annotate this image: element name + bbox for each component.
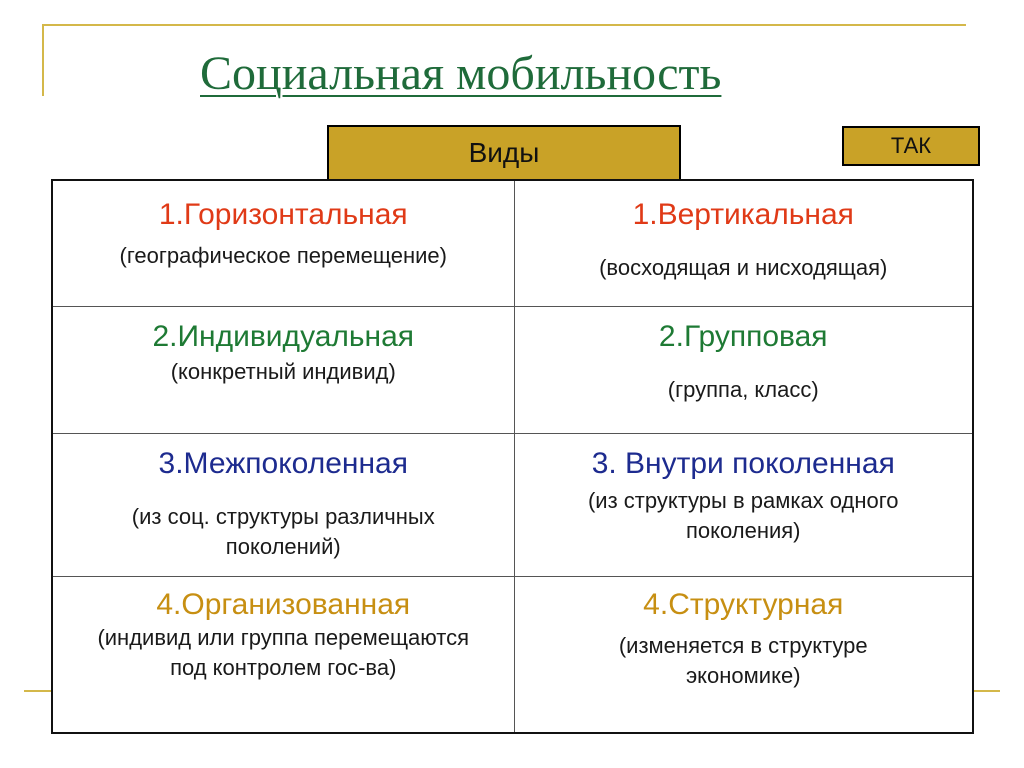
- cell-detail: (группа, класс): [667, 376, 819, 402]
- cell-detail: (конкретный индивид): [170, 358, 396, 384]
- cell-heading: 2.Индивидуальная: [152, 319, 415, 353]
- cell-heading: 3.Межпоколенная: [158, 446, 408, 480]
- cell-heading: 1.Горизонтальная: [158, 198, 408, 231]
- cell-detail: (географическое перемещение): [119, 243, 447, 268]
- cell-detail: (из структуры в рамках одного поколения): [587, 487, 899, 543]
- structural-cell: [514, 576, 973, 733]
- cell-heading: 2.Групповая: [658, 319, 828, 353]
- table-row: [52, 433, 973, 576]
- intragenerational-cell: [514, 433, 973, 576]
- table-row: [52, 576, 973, 733]
- group-cell: [514, 306, 973, 433]
- cell-heading: 3. Внутри поколенная: [591, 446, 895, 480]
- kinds-header-box: Виды: [327, 125, 681, 181]
- horizontal-cell: [52, 180, 514, 306]
- table-row: [52, 180, 973, 306]
- cell-heading: 4.Организованная: [156, 587, 411, 621]
- cell-detail: (индивид или группа перемещаются под контролем гос-ва): [97, 624, 470, 680]
- individual-cell: [52, 306, 514, 433]
- intergenerational-cell: [52, 433, 514, 576]
- cell-detail: (восходящая и нисходящая): [599, 255, 888, 280]
- mobility-types-table: [51, 179, 974, 734]
- table-row: [52, 306, 973, 433]
- cell-detail: (из соц. структуры различных поколений): [131, 503, 435, 559]
- tak-button[interactable]: ТАК: [842, 126, 980, 166]
- vertical-cell: [514, 180, 973, 306]
- cell-detail: (изменяется в структуре экономике): [618, 632, 868, 688]
- frame-line-top: [42, 24, 966, 26]
- slide-title: Социальная мобильность: [200, 47, 722, 100]
- cell-heading: 1.Вертикальная: [632, 198, 854, 231]
- organized-cell: [52, 576, 514, 733]
- cell-heading: 4.Структурная: [643, 587, 844, 621]
- frame-line-left: [42, 24, 44, 96]
